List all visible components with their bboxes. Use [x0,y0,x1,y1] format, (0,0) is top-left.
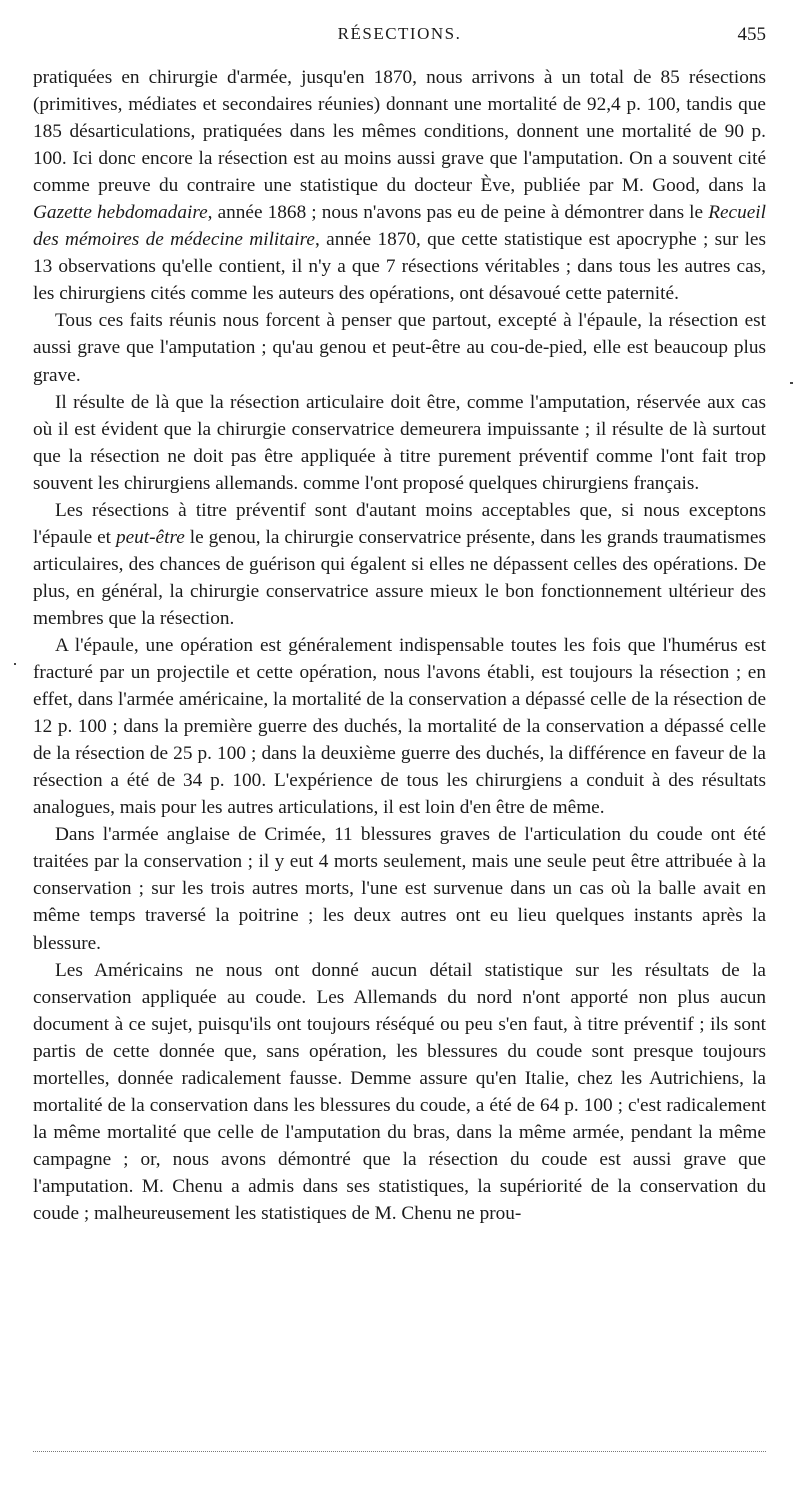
emphasis: peut-être [115,526,185,548]
paragraph [33,821,766,956]
paragraph [33,389,766,497]
text-segment: Tous ces faits réunis nous forcent à penser que partout, excepté à l'épaule, la résection est aussi grave que l'amputation ; qu'au genou et peut-être au cou-de-pied, elle est beaucoup plus grave. [33,310,766,386]
page-header [33,24,766,50]
text-segment: A l'épaule, une opération est généralement indispensable toutes les fois que l'humérus est fracturé par un projectile et cette opération, nous l'avons établi, est toujours la résection ; en effet, dans l'armée américaine, la mortalité de la conservation a dépassé celle de la résection de 12 p. 100 ; dans la première guerre des duchés, la mortalité de la conservation a dépassé celle de la résection de 25 p. 100 ; dans la deuxième guerre des duchés, la différence en faveur de la résection a été de 34 p. 100. L'expérience de tous les chirurgiens a conduit à des résultats analogues, mais pour les autres articulations, il est loin d'en être de même. [33,634,766,819]
margin-mark [14,663,16,665]
body-text [33,64,766,1227]
text-segment: le genou, la chirurgie conservatrice présente, dans les grands traumatismes articulaires, des chances de guérison qui égalent si elles ne dépassent celles des opérations. De plus, en général, la chirurgie conservatrice assure mieux le bon fonctionnement ultérieur des membres que la résection. [33,526,766,629]
text-segment: , année 1870, que cette statistique est apocryphe ; sur les 13 observations qu'elle contient, il n'y a que 7 résections véritables ; dans tous les autres cas, les chirurgiens cités comme les auteurs des opérations, ont désavoué cette paternité. [33,229,766,305]
journal-title: Gazette hebdomadaire [33,202,208,224]
journal-title: Recueil des mémoires de médecine militaire [33,202,766,251]
paragraph [33,307,766,388]
text-segment: pratiquées en chirurgie d'armée, jusqu'en 1870, nous arrivons à un total de 85 résections (primitives, médiates et secondaires réunies) donnant une mortalité de 92,4 p. 100, tandis que 185 désarticulations, pratiquées dans les mêmes conditions, donnent une mortalité de 90 p. 100. Ici donc encore la résection est au moins aussi grave que l'amputation. On a souvent cité comme preuve du contraire une statistique du docteur Ève, publiée par M. Good, dans la [33,67,766,197]
running-title: RÉSECTIONS. [337,24,462,43]
text-segment: Dans l'armée anglaise de Crimée, 11 blessures graves de l'articulation du coude ont été traitées par la conservation ; il y eut 4 morts seulement, mais une seule peut être attribuée à la conservation ; sur les trois autres morts, l'une est survenue dans un cas où la balle avait en même temps traversé la poitrine ; les deux autres ont eu lieu quelques instants après la blessure. [33,824,766,954]
footer-rule [33,1451,766,1452]
paragraph [33,497,766,632]
text-segment: Il résulte de là que la résection articulaire doit être, comme l'amputation, réservée aux cas où il est évident que la chirurgie conservatrice demeurera impuissante ; il résulte de là surtout que la résection ne doit pas être appliquée à titre purement préventif comme l'ont fait trop souvent les chirurgiens allemands. comme l'ont proposé quelques chirurgiens français. [33,391,766,494]
margin-mark [790,382,793,384]
paragraph [33,957,766,1227]
text-segment: , année 1868 ; nous n'avons pas eu de peine à démontrer dans le [207,202,709,224]
paragraph [33,64,766,307]
page-number: 455 [737,24,766,45]
text-segment: Les résections à titre préventif sont d'autant moins acceptables que, si nous exceptons l'épaule et [33,499,766,548]
text-segment: Les Américains ne nous ont donné aucun détail statistique sur les résultats de la conservation appliquée au coude. Les Allemands du nord n'ont apporté non plus aucun document à ce sujet, puisqu'ils ont toujours réséqué ou peu s'en faut, à titre préventif ; ils sont partis de cette donnée que, sans opération, les blessures du coude sont presque toujours mortelles, donnée radicalement fausse. Demme assure qu'en Italie, chez les Autrichiens, la mortalité de la conservation dans les blessures du coude, a été de 64 p. 100 ; c'est radicalement la même mortalité que celle de l'amputation du bras, dans la même armée, pendant la même campagne ; or, nous avons démontré que la résection du coude est aussi grave que l'amputation. M. Chenu a admis dans ses statistiques, la supériorité de la conservation du coude ; malheureusement les statistiques de M. Chenu ne prou- [33,959,766,1224]
paragraph [33,632,766,821]
